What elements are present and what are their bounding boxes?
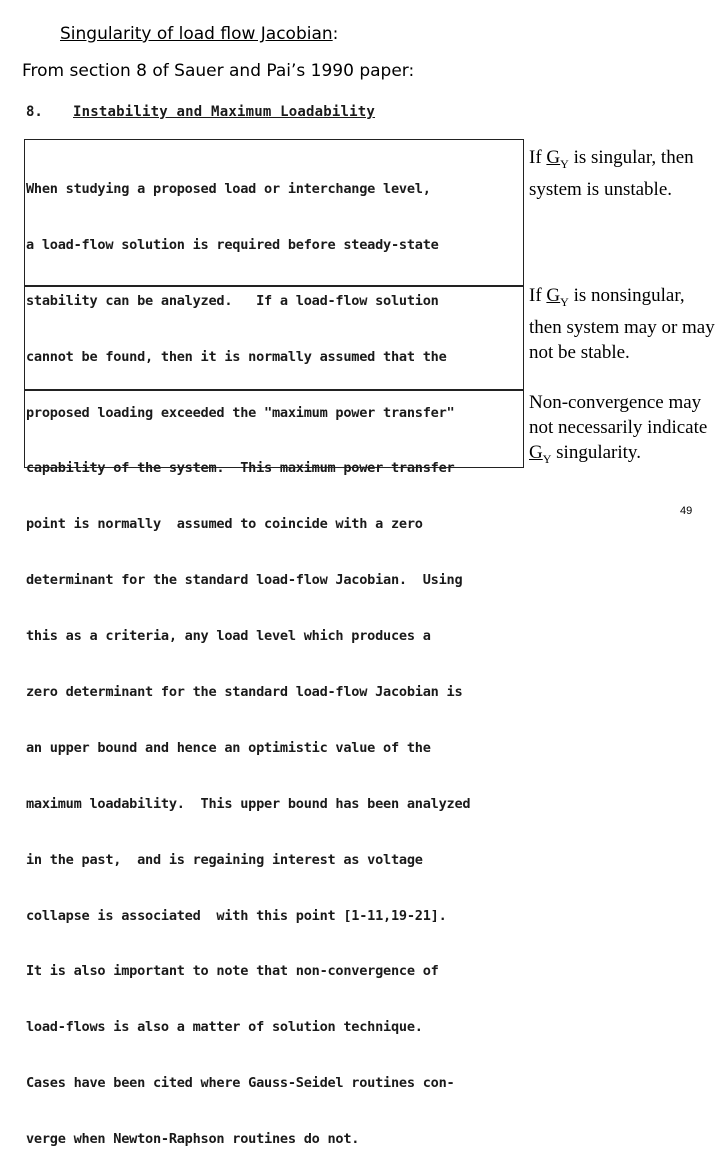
page-number: 49 <box>680 505 693 517</box>
note-nonsingular <box>529 283 719 365</box>
highlight-box-convergence <box>24 390 524 468</box>
note-variable: G <box>546 285 561 306</box>
section-title: Instability and Maximum Loadability <box>73 104 376 120</box>
note-subscript: Y <box>542 451 552 466</box>
note-singular <box>529 145 719 202</box>
excerpt-line: a load-flow solution is required before steady-state <box>26 236 439 253</box>
excerpt-line: this as a criteria, any load level which produces a <box>26 628 431 645</box>
note-text: If <box>529 147 547 168</box>
excerpt-line: load-flows is also a matter of solution technique. <box>26 1019 423 1036</box>
slide-title-text: Singularity of load flow Jacobian <box>60 24 333 44</box>
highlight-box-instability <box>24 139 524 286</box>
excerpt-line: zero determinant for the standard load-flow Jacobian is <box>26 684 463 701</box>
note-text: singularity. <box>551 442 641 463</box>
highlight-box-loadability <box>24 286 524 390</box>
slide-title <box>60 24 338 44</box>
excerpt-line: an upper bound and hence an optimistic value of the <box>26 739 431 756</box>
note-variable: G <box>546 147 561 168</box>
excerpt-line: maximum loadability. This upper bound has been analyzed <box>26 795 471 812</box>
excerpt-line: stability can be analyzed. If a load-flow solution <box>26 292 439 309</box>
excerpt-line: determinant for the standard load-flow Jacobian. Using <box>26 572 463 589</box>
excerpt-line: capability of the system. This maximum power transfer <box>26 460 455 477</box>
excerpt-line: Cases have been cited where Gauss-Seidel routines con- <box>26 1075 455 1092</box>
excerpt-line: verge when Newton-Raphson routines do not. <box>26 1131 360 1148</box>
slide-title-colon: : <box>332 24 339 44</box>
excerpt-line: cannot be found, then it is normally assumed that the <box>26 348 447 365</box>
note-text: is singular, then system is unstable. <box>529 147 694 200</box>
note-non-convergence <box>529 390 719 472</box>
excerpt-line: proposed loading exceeded the "maximum power transfer" <box>26 404 455 421</box>
note-text: is nonsingular, then system may or may not be stable. <box>529 285 715 363</box>
excerpt-line: When studying a proposed load or interchange level, <box>26 181 431 197</box>
excerpt-line: point is normally assumed to coincide with a zero <box>26 516 423 533</box>
note-variable: G <box>529 442 543 463</box>
note-text: Non-convergence may not necessarily indicate <box>529 392 708 438</box>
note-subscript: Y <box>560 156 569 171</box>
slide-subtitle: From section 8 of Sauer and Pai’s 1990 paper: <box>22 61 415 81</box>
note-subscript: Y <box>560 294 569 309</box>
excerpt-line: It is also important to note that non-convergence of <box>26 963 439 980</box>
note-text: If <box>529 285 547 306</box>
excerpt-line: in the past, and is regaining interest as voltage <box>26 851 423 868</box>
excerpt-line: collapse is associated with this point [1-11,19-21]. <box>26 907 447 924</box>
section-number: 8. <box>26 104 43 120</box>
